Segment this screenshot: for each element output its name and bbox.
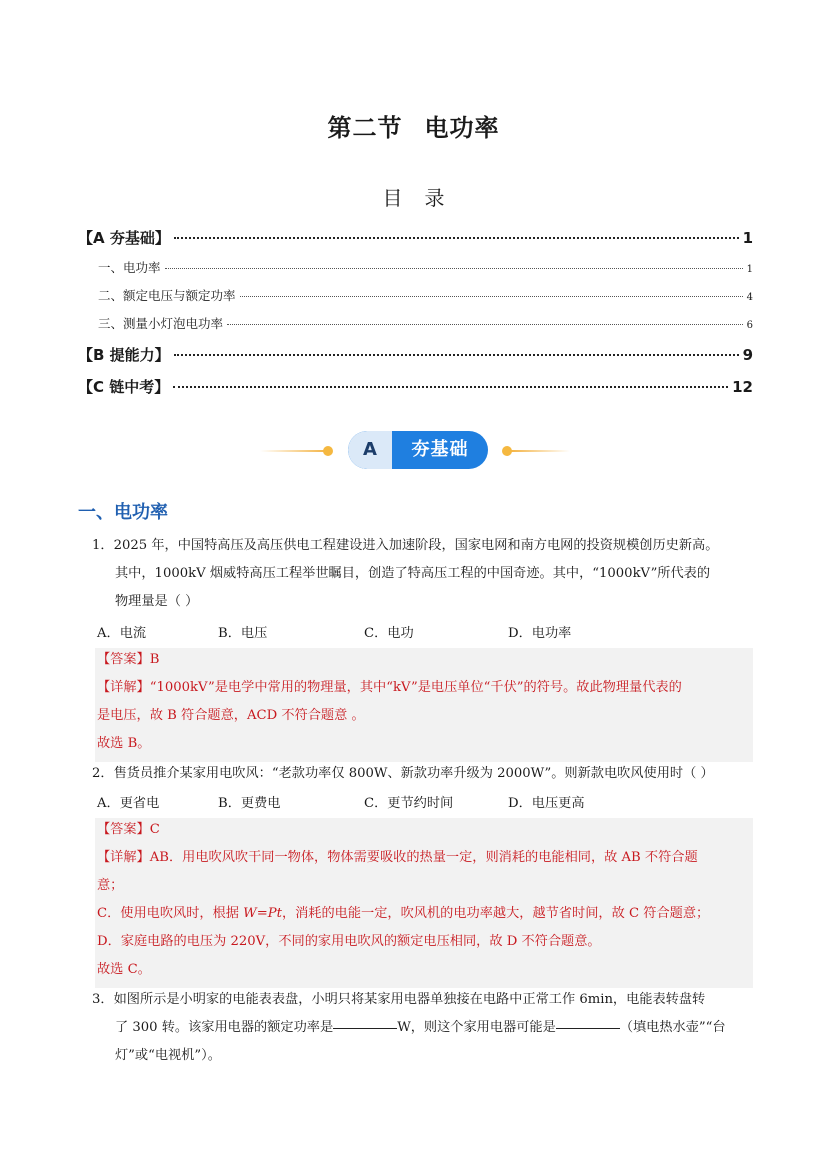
banner-dot-left (323, 446, 333, 456)
q1-option-b: B．电压 (218, 626, 268, 641)
toc-entry-a[interactable] (78, 227, 753, 248)
q2-answer: 【答案】C (97, 822, 160, 837)
q2-formula: W=Pt (243, 906, 282, 921)
q2-detail-text-b: ，消耗的电能一定，吹风机的电功率越大，越节省时间，故 C 符合题意； (281, 906, 710, 921)
title-part-1: 第二节 (327, 114, 403, 142)
q1-conclusion: 故选 B。 (97, 736, 151, 751)
q3-line-3: 灯”或“电视机”）。 (115, 1048, 221, 1063)
q1-detail-line-2: 是电压，故 B 符合题意，ACD 不符合题意 。 (97, 708, 365, 723)
section-title: 一、电功率 (78, 502, 168, 523)
toc-entry-page: 4 (746, 292, 753, 303)
q1-line-2: 其中，1000kV 烟威特高压工程举世瞩目，创造了特高压工程的中国奇迹。其中，“1000kV”所代表的 (115, 566, 711, 581)
toc-entry-label: 【B 提能力】 (78, 346, 170, 364)
toc-entry-page: 1 (746, 264, 753, 275)
q2-detail-line-3 (97, 900, 709, 928)
toc-entry-2[interactable] (98, 286, 753, 304)
toc-entry-3[interactable] (98, 314, 753, 332)
banner-letter: A (348, 431, 392, 469)
q2-detail-text-a: C．使用电吹风时，根据 (97, 906, 244, 921)
q2-detail-line-1: 【详解】AB．用电吹风吹干同一物体，物体需要吸收的热量一定，则消耗的电能相同，故 AB 不符合题 (97, 850, 698, 865)
q3-line-2 (115, 1014, 726, 1042)
q1-detail-line-1: 【详解】“1000kV”是电学中常用的物理量，其中“kV”是电压单位“千伏”的符号。故此物理量代表的 (97, 680, 682, 695)
q2-detail-line-4: D．家庭电路的电压为 220V，不同的家用电吹风的额定电压相同，故 D 不符合题意。 (97, 934, 601, 949)
title-part-2: 电功率 (424, 114, 500, 142)
q3-text-b: W，则这个家用电器可能是 (397, 1020, 556, 1035)
toc-heading: 目录 (382, 186, 467, 210)
toc-entry-page: 12 (732, 378, 753, 396)
page-title (0, 108, 827, 143)
q2-option-b: B．更费电 (218, 796, 281, 811)
toc-entry-c[interactable] (78, 376, 753, 397)
banner-label: 夯基础 (411, 439, 469, 460)
q2-option-d: D．电压更高 (508, 796, 585, 811)
banner-pill (348, 431, 488, 469)
section-banner (260, 428, 570, 474)
q2-option-c: C．更节约时间 (364, 796, 454, 811)
q1-line-3: 物理量是（ ） (115, 594, 199, 609)
toc-entry-1[interactable] (98, 258, 753, 276)
toc-entry-label: 【C 链中考】 (78, 378, 170, 396)
q2-line-1: 2．售货员推介某家用电吹风：“老款功率仅 800W、新款功率升级为 2000W”。则新款电吹风使用时（ ） (92, 766, 714, 781)
q3-blank-appliance[interactable] (556, 1017, 620, 1029)
q2-detail-line-2: 意； (97, 878, 124, 893)
q1-option-a: A．电流 (97, 626, 147, 641)
toc-entry-page: 6 (746, 320, 753, 331)
toc-entry-label: 三、测量小灯泡电功率 (98, 316, 224, 331)
toc-entry-b[interactable] (78, 344, 753, 365)
toc-entry-page: 1 (742, 229, 753, 247)
q1-option-c: C．电功 (364, 626, 414, 641)
q3-line-1: 3．如图所示是小明家的电能表表盘，小明只将某家用电器单独接在电路中正常工作 6min，电能表转盘转 (92, 992, 706, 1007)
q1-line-1: 1．2025 年，中国特高压及高压供电工程建设进入加速阶段，国家电网和南方电网的投资规模创历史新高。 (92, 538, 719, 553)
q3-text-c: （填电热水壶”“台 (619, 1020, 726, 1035)
banner-line-right (508, 450, 570, 452)
q2-option-a: A．更省电 (97, 796, 160, 811)
q3-text-a: 了 300 转。该家用电器的额定功率是 (115, 1020, 334, 1035)
banner-dot-right (502, 446, 512, 456)
q3-blank-power[interactable] (333, 1017, 397, 1029)
banner-line-left (260, 450, 330, 452)
toc-entry-label: 【A 夯基础】 (78, 229, 170, 247)
toc-entry-page: 9 (742, 346, 753, 364)
q1-answer: 【答案】B (97, 652, 160, 667)
toc-entry-label: 一、电功率 (98, 260, 161, 275)
toc-entry-label: 二、额定电压与额定功率 (98, 288, 236, 303)
q2-conclusion: 故选 C。 (97, 962, 151, 977)
q1-option-d: D．电功率 (508, 626, 572, 641)
